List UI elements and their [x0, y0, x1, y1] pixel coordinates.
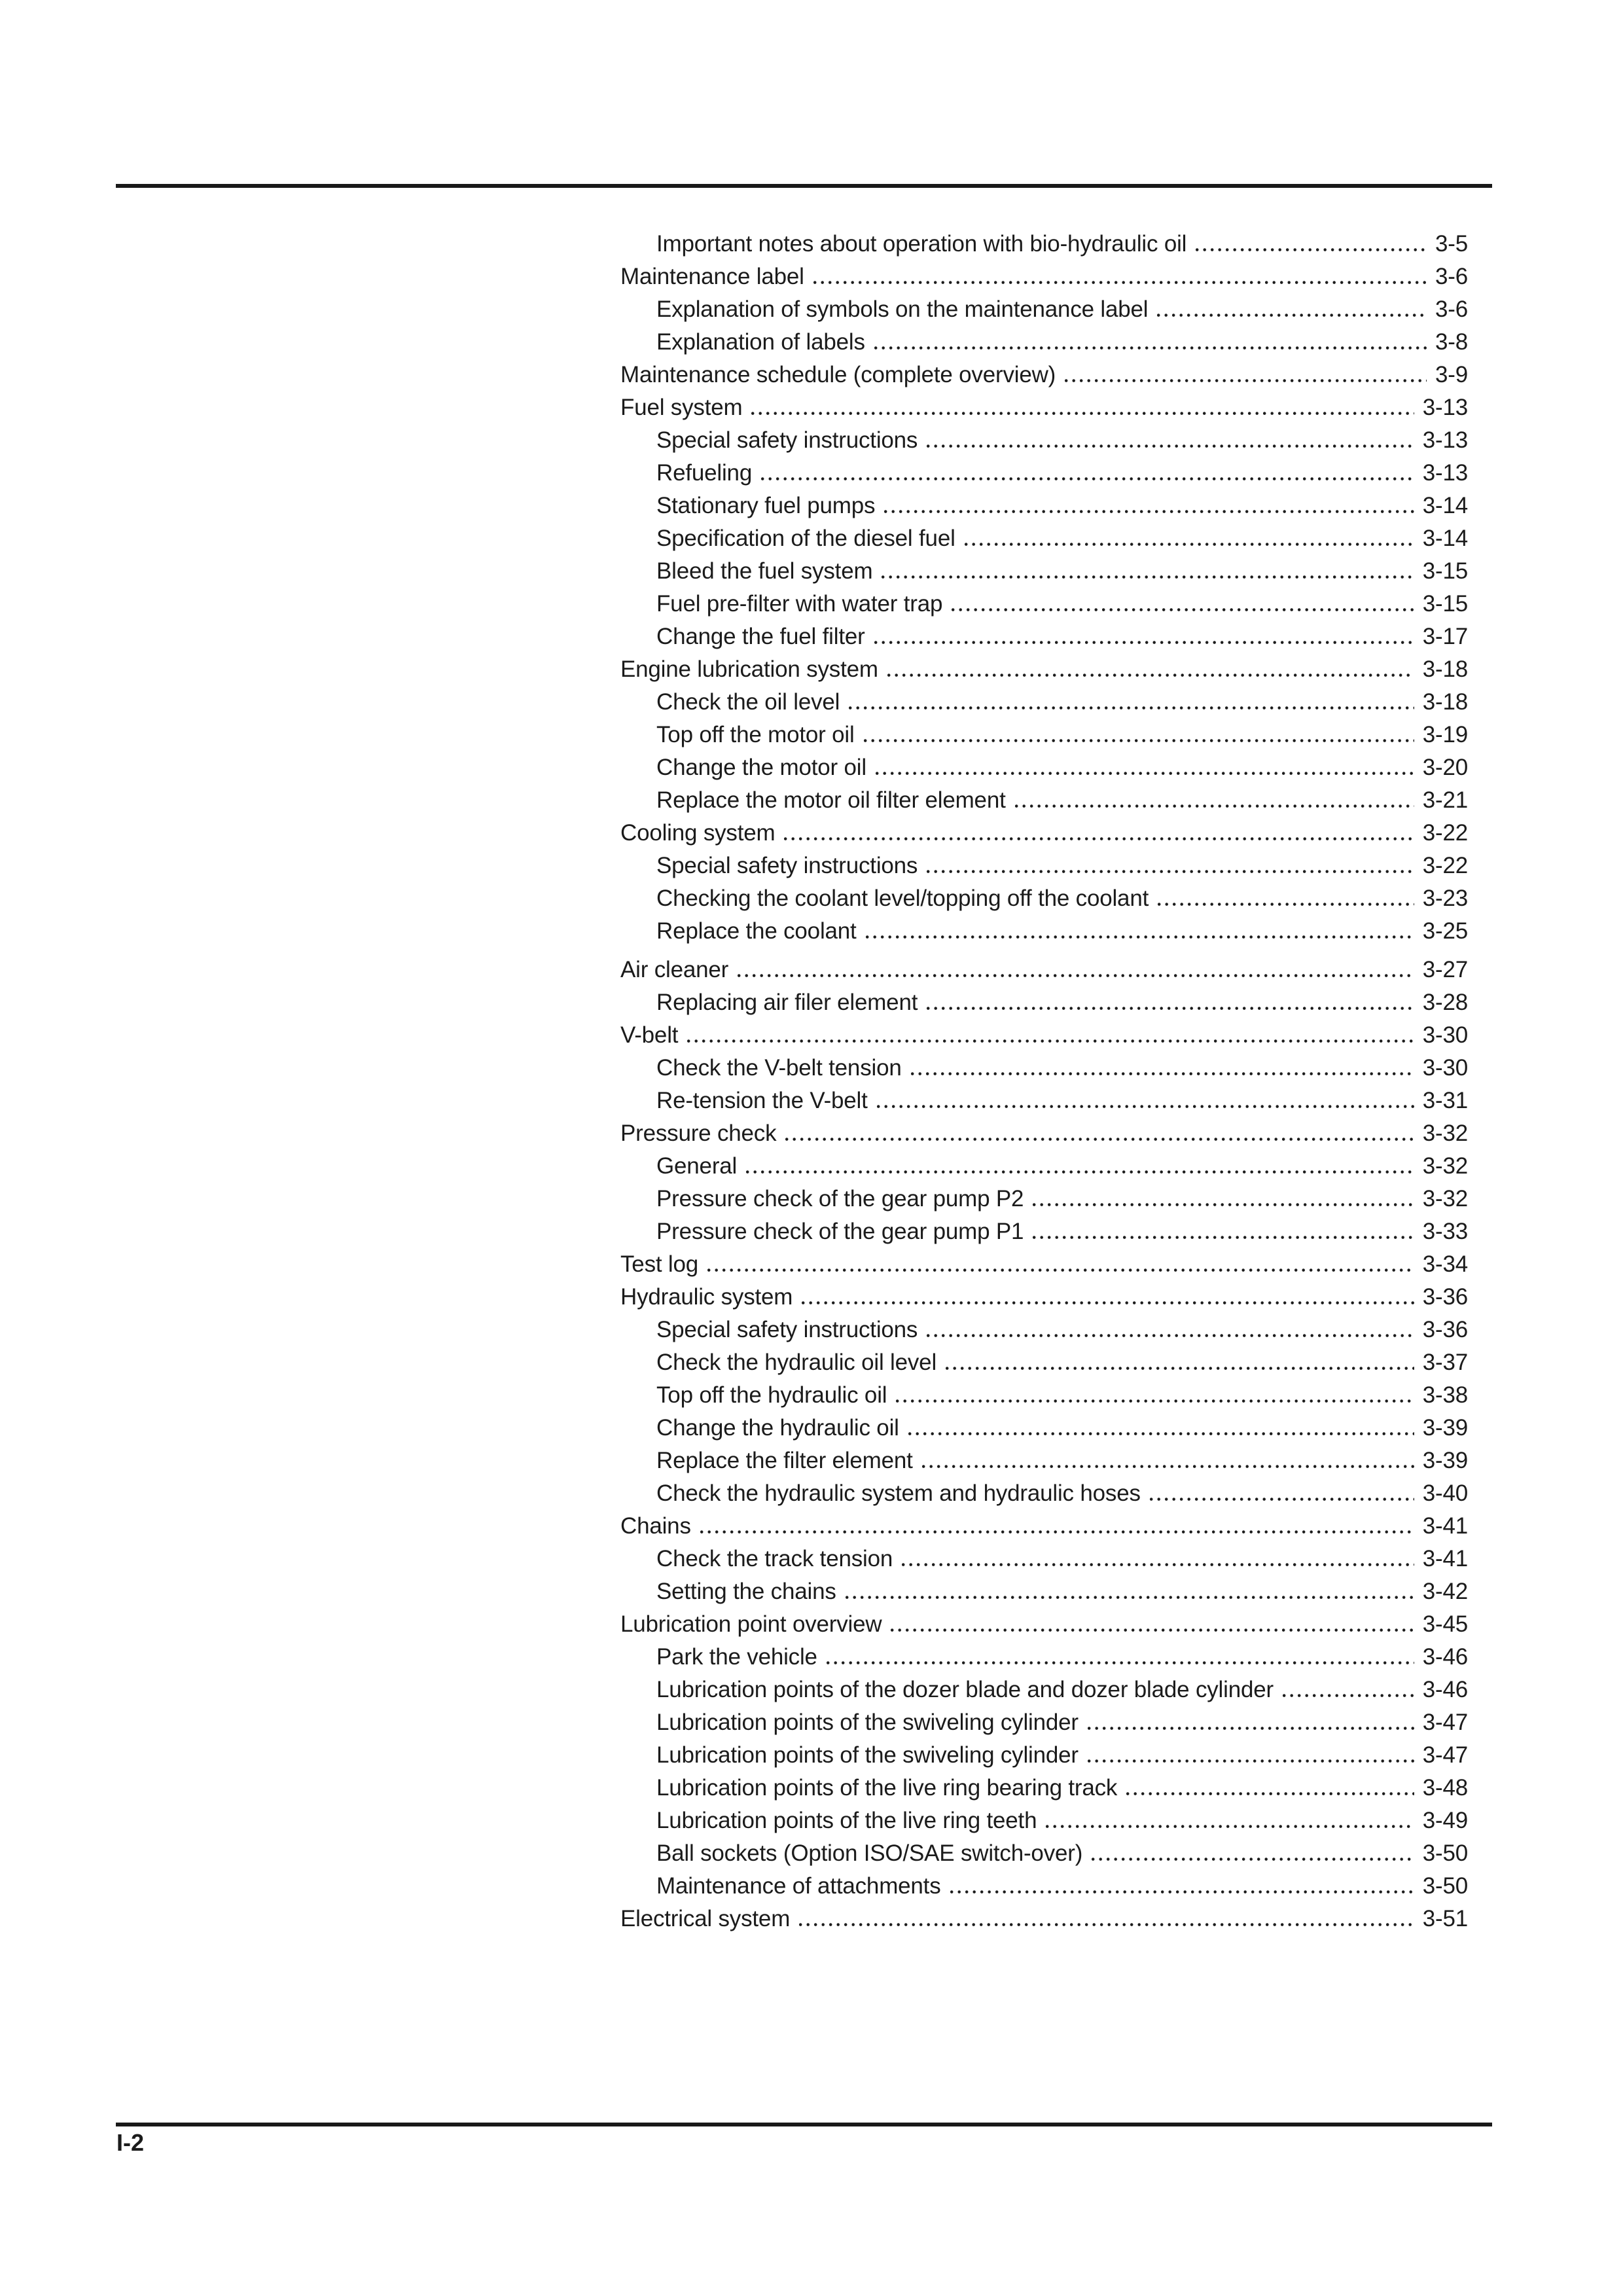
toc-entry-label: Setting the chains: [656, 1579, 836, 1604]
toc-entry-label: Cooling system: [620, 820, 776, 846]
toc-entry: [620, 620, 1468, 653]
toc-entry-page: 3-36: [1422, 1284, 1468, 1310]
toc-entry-page: 3-46: [1422, 1677, 1468, 1702]
toc-entry: [620, 1739, 1468, 1772]
dot-leader: [965, 543, 1414, 546]
dot-leader: [1046, 1825, 1414, 1828]
toc-entry: [620, 1608, 1468, 1641]
toc-entry-label: Check the hydraulic system and hydraulic hoses: [656, 1480, 1141, 1506]
toc-entry-label: Electrical system: [620, 1906, 791, 1931]
toc-entry-label: Top off the motor oil: [656, 722, 855, 747]
toc-entry-page: 3-28: [1422, 990, 1468, 1015]
bottom-rule: [116, 2123, 1492, 2126]
toc-entry: [620, 1575, 1468, 1608]
toc-entry-page: 3-39: [1422, 1448, 1468, 1473]
dot-leader: [874, 641, 1414, 644]
toc-entry: [620, 1804, 1468, 1837]
toc-entry-page: 3-17: [1422, 624, 1468, 649]
dot-leader: [952, 608, 1414, 611]
toc-entry: [620, 1543, 1468, 1575]
toc-entry-label: Check the oil level: [656, 689, 840, 715]
toc-entry-label: General: [656, 1153, 738, 1179]
toc-entry-label: Top off the hydraulic oil: [656, 1382, 887, 1408]
dot-leader: [882, 575, 1414, 579]
toc-entry-label: Lubrication points of the swiveling cylinder: [656, 1742, 1079, 1768]
toc-entry-label: Special safety instructions: [656, 427, 918, 453]
toc-entry: [620, 490, 1468, 522]
toc-entry-page: 3-49: [1422, 1808, 1468, 1833]
toc-entry-page: 3-48: [1422, 1775, 1468, 1801]
toc-entry-page: 3-15: [1422, 558, 1468, 584]
toc-entry-label: Change the hydraulic oil: [656, 1415, 899, 1441]
toc-entry-page: 3-47: [1422, 1710, 1468, 1735]
dot-leader: [1283, 1694, 1414, 1697]
toc-entry-label: Chains: [620, 1513, 691, 1539]
toc-entry-label: Check the V-belt tension: [656, 1055, 902, 1081]
dot-leader: [1150, 1498, 1414, 1501]
toc-entry-page: 3-31: [1422, 1088, 1468, 1113]
toc-entry-label: Check the hydraulic oil level: [656, 1350, 937, 1375]
toc-entry-label: Lubrication points of the live ring bearing track: [656, 1775, 1118, 1801]
toc-entry-label: Maintenance schedule (complete overview): [620, 362, 1056, 387]
toc-entry: [620, 555, 1468, 588]
toc-entry-label: Change the motor oil: [656, 755, 866, 780]
dot-leader: [784, 837, 1414, 840]
dot-leader: [785, 1138, 1414, 1141]
dot-leader: [827, 1661, 1414, 1664]
toc-entry: [620, 1019, 1468, 1052]
toc-entry: [620, 326, 1468, 359]
toc-entry-page: 3-50: [1422, 1873, 1468, 1899]
dot-leader: [946, 1367, 1414, 1370]
toc-entry: [620, 588, 1468, 620]
dot-leader: [922, 1465, 1414, 1468]
toc-entry: [620, 1117, 1468, 1150]
toc-entry-label: Lubrication point overview: [620, 1611, 882, 1637]
dot-leader: [908, 1432, 1414, 1435]
toc-entry: [620, 1412, 1468, 1444]
toc-entry: [620, 1903, 1468, 1935]
toc-entry-page: 3-27: [1422, 957, 1468, 982]
toc-entry-page: 3-22: [1422, 853, 1468, 878]
dot-leader: [1126, 1792, 1414, 1795]
toc-entry: [620, 719, 1468, 751]
toc-entry-page: 3-18: [1422, 689, 1468, 715]
toc-entry: [620, 1281, 1468, 1314]
toc-entry-label: Pressure check of the gear pump P1: [656, 1219, 1024, 1244]
toc-entry-page: 3-18: [1422, 656, 1468, 682]
toc-entry-label: Explanation of symbols on the maintenance label: [656, 296, 1149, 322]
toc-entry-page: 3-30: [1422, 1022, 1468, 1048]
dot-leader: [700, 1530, 1414, 1534]
toc-entry-page: 3-41: [1422, 1513, 1468, 1539]
dot-leader: [1065, 379, 1427, 382]
toc-entry: [620, 260, 1468, 293]
toc-entry-label: Ball sockets (Option ISO/SAE switch-over): [656, 1840, 1083, 1866]
toc-entry: [620, 751, 1468, 784]
dot-leader: [887, 673, 1414, 677]
toc-entry: [620, 457, 1468, 490]
toc-entry-page: 3-25: [1422, 918, 1468, 944]
toc-entry-label: Change the fuel filter: [656, 624, 865, 649]
dot-leader: [1092, 1857, 1414, 1861]
toc-entry: [620, 1510, 1468, 1543]
dot-leader: [927, 1007, 1414, 1010]
dot-leader: [1196, 248, 1427, 251]
dot-leader: [874, 346, 1427, 350]
toc-entry-label: V-belt: [620, 1022, 679, 1048]
toc-entry: [620, 1215, 1468, 1248]
toc-entry-label: Hydraulic system: [620, 1284, 793, 1310]
toc-entry-page: 3-21: [1422, 787, 1468, 813]
toc-entry-label: Refueling: [656, 460, 753, 486]
dot-leader: [877, 1105, 1414, 1108]
toc-entry-page: 3-36: [1422, 1317, 1468, 1342]
toc-entry: [620, 293, 1468, 326]
dot-leader: [849, 706, 1414, 709]
toc-entry: [620, 1346, 1468, 1379]
toc-entry: [620, 882, 1468, 915]
toc-entry-label: Specification of the diesel fuel: [656, 526, 955, 551]
dot-leader: [751, 412, 1414, 415]
toc-entry: [620, 850, 1468, 882]
dot-leader: [896, 1399, 1414, 1403]
dot-leader: [1088, 1759, 1414, 1763]
toc-entry-page: 3-46: [1422, 1644, 1468, 1670]
toc-entry-page: 3-41: [1422, 1546, 1468, 1571]
toc-entry-page: 3-50: [1422, 1840, 1468, 1866]
toc-entry-label: Stationary fuel pumps: [656, 493, 876, 518]
toc-entry-page: 3-9: [1435, 362, 1468, 387]
dot-leader: [687, 1039, 1414, 1043]
dot-leader: [891, 1628, 1414, 1632]
page-number-label: I-2: [116, 2129, 145, 2156]
toc-entry: [620, 1837, 1468, 1870]
toc-entry-page: 3-14: [1422, 526, 1468, 551]
dot-leader: [876, 772, 1414, 775]
dot-leader: [927, 1334, 1414, 1337]
toc-entry-label: Lubrication points of the live ring teeth: [656, 1808, 1037, 1833]
toc-entry: [620, 359, 1468, 391]
dot-leader: [927, 870, 1414, 873]
toc-entry-label: Test log: [620, 1251, 699, 1277]
toc-entry-page: 3-34: [1422, 1251, 1468, 1277]
toc-entry-page: 3-38: [1422, 1382, 1468, 1408]
dot-leader: [1033, 1203, 1414, 1206]
toc-entry: [620, 686, 1468, 719]
toc-entry-page: 3-19: [1422, 722, 1468, 747]
toc-entry-page: 3-32: [1422, 1186, 1468, 1211]
toc-entry-label: Re-tension the V-belt: [656, 1088, 868, 1113]
table-of-contents: [620, 228, 1468, 1935]
toc-entry-label: Maintenance label: [620, 264, 804, 289]
toc-entry: [620, 424, 1468, 457]
toc-entry: [620, 1674, 1468, 1706]
toc-entry: [620, 1477, 1468, 1510]
dot-leader: [813, 281, 1427, 284]
toc-entry: [620, 653, 1468, 686]
dot-leader: [911, 1072, 1414, 1075]
dot-leader: [802, 1301, 1414, 1304]
dot-leader: [799, 1923, 1414, 1926]
toc-entry: [620, 1150, 1468, 1183]
toc-entry-page: 3-13: [1422, 460, 1468, 486]
toc-entry: [620, 228, 1468, 260]
dot-leader: [761, 477, 1414, 480]
dot-leader: [902, 1563, 1414, 1566]
toc-entry: [620, 1052, 1468, 1085]
toc-entry-page: 3-47: [1422, 1742, 1468, 1768]
toc-entry: [620, 817, 1468, 850]
toc-entry-page: 3-15: [1422, 591, 1468, 617]
toc-entry-label: Checking the coolant level/topping off the coolant: [656, 886, 1149, 911]
toc-entry-label: Check the track tension: [656, 1546, 893, 1571]
dot-leader: [1158, 903, 1414, 906]
dot-leader: [927, 444, 1414, 448]
dot-leader: [1157, 314, 1427, 317]
toc-entry: [620, 986, 1468, 1019]
toc-entry-page: 3-45: [1422, 1611, 1468, 1637]
toc-entry-page: 3-6: [1435, 264, 1468, 289]
toc-entry: [620, 1379, 1468, 1412]
toc-entry: [620, 915, 1468, 948]
dot-leader: [846, 1596, 1414, 1599]
toc-entry-label: Explanation of labels: [656, 329, 865, 355]
dot-leader: [864, 739, 1414, 742]
toc-entry: [620, 784, 1468, 817]
toc-entry: [620, 1314, 1468, 1346]
toc-entry-label: Park the vehicle: [656, 1644, 817, 1670]
toc-entry: [620, 1183, 1468, 1215]
dot-leader: [950, 1890, 1414, 1893]
dot-leader: [707, 1268, 1414, 1272]
toc-entry-page: 3-6: [1435, 296, 1468, 322]
toc-entry-label: Fuel pre-filter with water trap: [656, 591, 943, 617]
toc-entry: [620, 1706, 1468, 1739]
toc-entry-label: Special safety instructions: [656, 1317, 918, 1342]
toc-entry-label: Replace the coolant: [656, 918, 857, 944]
dot-leader: [866, 935, 1414, 939]
dot-leader: [1015, 804, 1414, 808]
toc-entry-label: Maintenance of attachments: [656, 1873, 941, 1899]
toc-entry-label: Special safety instructions: [656, 853, 918, 878]
toc-entry: [620, 1444, 1468, 1477]
toc-entry: [620, 1870, 1468, 1903]
toc-entry-label: Replace the motor oil filter element: [656, 787, 1006, 813]
toc-entry-page: 3-37: [1422, 1350, 1468, 1375]
toc-entry-label: Fuel system: [620, 395, 743, 420]
toc-entry-label: Bleed the fuel system: [656, 558, 873, 584]
toc-entry-page: 3-5: [1435, 231, 1468, 257]
toc-entry-page: 3-33: [1422, 1219, 1468, 1244]
toc-entry-label: Pressure check: [620, 1121, 777, 1146]
toc-entry-label: Replacing air filer element: [656, 990, 918, 1015]
toc-entry-page: 3-13: [1422, 395, 1468, 420]
toc-entry-label: Air cleaner: [620, 957, 729, 982]
toc-entry: [620, 1085, 1468, 1117]
toc-entry-page: 3-22: [1422, 820, 1468, 846]
toc-entry-page: 3-30: [1422, 1055, 1468, 1081]
toc-entry-page: 3-20: [1422, 755, 1468, 780]
dot-leader: [1033, 1236, 1414, 1239]
toc-entry-page: 3-23: [1422, 886, 1468, 911]
dot-leader: [738, 974, 1414, 977]
toc-entry: [620, 1772, 1468, 1804]
toc-entry-label: Engine lubrication system: [620, 656, 878, 682]
dot-leader: [1088, 1727, 1414, 1730]
toc-entry-page: 3-32: [1422, 1153, 1468, 1179]
toc-entry-label: Lubrication points of the dozer blade and dozer blade cylinder: [656, 1677, 1274, 1702]
toc-entry-page: 3-13: [1422, 427, 1468, 453]
toc-entry-page: 3-8: [1435, 329, 1468, 355]
toc-entry-page: 3-51: [1422, 1906, 1468, 1931]
toc-entry-page: 3-42: [1422, 1579, 1468, 1604]
toc-entry: [620, 1641, 1468, 1674]
dot-leader: [746, 1170, 1414, 1174]
toc-entry-label: Pressure check of the gear pump P2: [656, 1186, 1024, 1211]
toc-entry-page: 3-39: [1422, 1415, 1468, 1441]
toc-entry-label: Lubrication points of the swiveling cylinder: [656, 1710, 1079, 1735]
toc-entry: [620, 954, 1468, 986]
toc-entry: [620, 1248, 1468, 1281]
toc-entry: [620, 391, 1468, 424]
toc-entry: [620, 522, 1468, 555]
toc-entry-label: Replace the filter element: [656, 1448, 913, 1473]
toc-entry-page: 3-14: [1422, 493, 1468, 518]
toc-entry-label: Important notes about operation with bio-hydraulic oil: [656, 231, 1187, 257]
toc-entry-page: 3-40: [1422, 1480, 1468, 1506]
top-rule: [116, 184, 1492, 188]
toc-entry-page: 3-32: [1422, 1121, 1468, 1146]
dot-leader: [884, 510, 1414, 513]
